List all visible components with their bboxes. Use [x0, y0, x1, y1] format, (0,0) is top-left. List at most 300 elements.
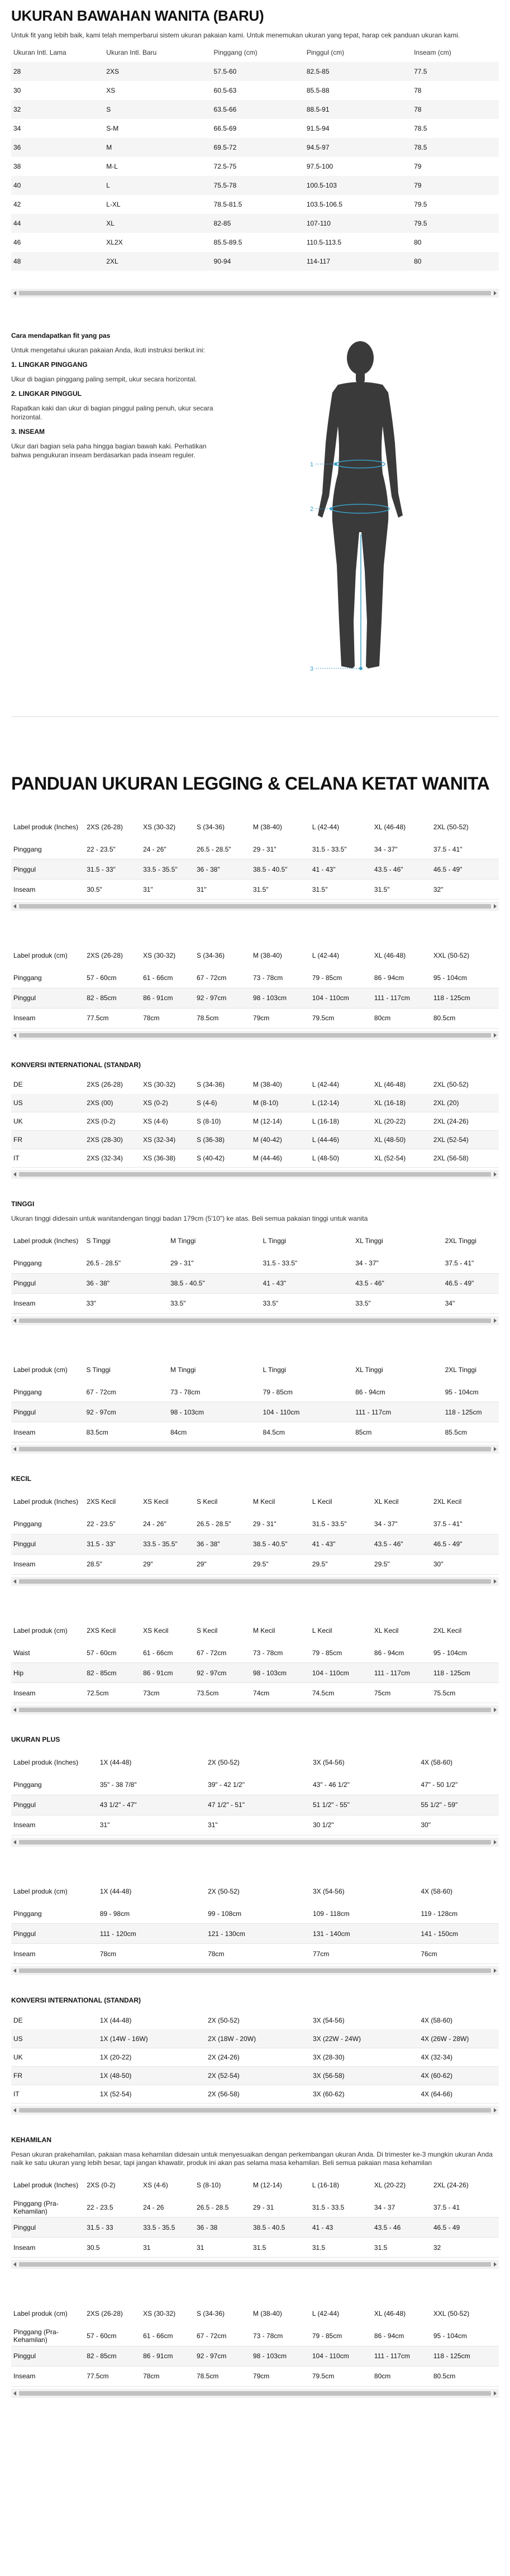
- table-cell: 46.5 - 49": [445, 1279, 474, 1288]
- table-cell: 111 - 120cm: [99, 1929, 136, 1938]
- table-cell: 2X (50-52): [208, 2016, 240, 2024]
- table-cell: 118 - 125cm: [433, 2352, 470, 2360]
- table-cell: FR: [13, 2071, 22, 2080]
- table-cell: Inseam: [13, 885, 36, 893]
- table-cell: 91.5-94: [306, 124, 330, 132]
- table-header-row: [11, 1229, 499, 1253]
- table-cell: Pinggul: [13, 2223, 36, 2231]
- table-cell: 31: [143, 2243, 151, 2252]
- table-cell: Pinggul: [13, 1408, 36, 1416]
- column-header: S (34-36): [196, 823, 225, 831]
- table-header-row: [11, 943, 499, 968]
- table-cell: 82 - 85cm: [87, 994, 117, 1002]
- size-table: [11, 943, 499, 1029]
- fit-title: Cara mendapatkan fit yang pas: [11, 331, 111, 340]
- table-cell: 32: [433, 2243, 441, 2252]
- scroll-right-icon[interactable]: [494, 1033, 497, 1038]
- table-header-row: [11, 1618, 499, 1643]
- table-cell: 34 - 37": [355, 1259, 379, 1268]
- column-header: L Tinggi: [263, 1365, 287, 1374]
- column-header: XL (20-22): [374, 2181, 406, 2189]
- table-scrollbar[interactable]: [11, 1170, 499, 1179]
- table-header-row: [11, 1879, 499, 1904]
- table-cell: 92 - 97cm: [86, 1408, 116, 1416]
- table-cell: 41 - 43: [312, 2223, 333, 2231]
- scroll-right-icon[interactable]: [494, 1840, 497, 1844]
- column-header: XL (46-48): [374, 2310, 406, 2318]
- scroll-left-icon[interactable]: [13, 904, 16, 909]
- table-cell: 37.5 - 41: [433, 2203, 460, 2211]
- table-scrollbar[interactable]: [11, 1445, 499, 1454]
- table-cell: 36 - 38: [196, 2223, 218, 2231]
- table-cell: 119 - 128cm: [421, 1909, 458, 1918]
- table-row: [11, 1514, 499, 1534]
- scroll-thumb[interactable]: [19, 1968, 491, 1973]
- table-cell: 73 - 78cm: [252, 1648, 283, 1657]
- table-cell: S (8-10): [196, 1117, 221, 1126]
- table-cell: 85.5cm: [445, 1428, 467, 1436]
- table-cell: 90-94: [213, 257, 231, 265]
- table-cell: 67 - 72cm: [196, 2332, 227, 2340]
- column-header: 2XS Kecil: [87, 1626, 116, 1635]
- table-cell: 2XL (56-58): [433, 1154, 469, 1163]
- column-header: L Kecil: [312, 1626, 332, 1635]
- column-header: 4X (58-60): [421, 1887, 453, 1895]
- table-row: [11, 2238, 499, 2258]
- table-cell: 79.5cm: [312, 2372, 335, 2381]
- scroll-left-icon[interactable]: [13, 1447, 16, 1451]
- table-cell: 33.5": [355, 1299, 371, 1308]
- table-cell: S-M: [106, 124, 119, 132]
- table-cell: 79: [414, 162, 422, 170]
- column-header: M (38-40): [252, 823, 282, 831]
- table-scrollbar[interactable]: [11, 1966, 499, 1975]
- table-cell: 30.5: [87, 2243, 100, 2252]
- scroll-thumb[interactable]: [19, 1579, 491, 1584]
- page-title: UKURAN BAWAHAN WANITA (BARU): [11, 7, 264, 24]
- column-header: 1X (44-48): [99, 1758, 132, 1767]
- scroll-left-icon[interactable]: [13, 1840, 16, 1844]
- scroll-left-icon[interactable]: [13, 2391, 16, 2396]
- table-row: [11, 1904, 499, 1924]
- table-cell: 84.5cm: [263, 1428, 285, 1436]
- table-cell: 46.5 - 49": [433, 865, 463, 873]
- table-cell: Waist: [13, 1648, 30, 1657]
- scroll-right-icon[interactable]: [494, 1172, 497, 1177]
- section-note: Pesan ukuran prakehamilan, pakaian masa kehamilan didesain untuk menyesuaikan dengan perkembangan ukuran Anda. Di trimester ke-3 mungkin ukuran Anda naik ke satu ukuran yang lebih besar, tapi jangan khawatir, produk ini akan pas selama masa kehamilan. Beli semua pakaian masa kehamilan: [11, 2150, 493, 2167]
- table-cell: 4X (60-62): [421, 2071, 453, 2080]
- table-cell: 76cm: [421, 1949, 437, 1958]
- table-cell: 61 - 66cm: [143, 1648, 173, 1657]
- scroll-left-icon[interactable]: [13, 291, 16, 295]
- scroll-right-icon[interactable]: [494, 1968, 497, 1973]
- table-scrollbar[interactable]: [11, 2389, 499, 2398]
- table-cell: 1X (20-22): [99, 2053, 132, 2061]
- table-row: [11, 968, 499, 988]
- table-cell: 86 - 91cm: [143, 1669, 173, 1677]
- marker-waist: 1: [309, 461, 314, 468]
- table-scrollbar[interactable]: [11, 1577, 499, 1586]
- table-cell: 46: [13, 238, 21, 246]
- table-cell: 111 - 117cm: [374, 2352, 410, 2360]
- table-cell: 69.5-72: [213, 143, 237, 151]
- scroll-thumb[interactable]: [19, 291, 491, 295]
- table-cell: 28: [13, 67, 21, 75]
- table-cell: 79 - 85cm: [312, 974, 342, 982]
- fit-guide: [11, 331, 499, 677]
- table-cell: 41 - 43": [312, 1540, 336, 1549]
- table-row: [11, 859, 499, 880]
- table-row: [11, 2346, 499, 2366]
- table-cell: US: [13, 1099, 23, 1107]
- scroll-thumb[interactable]: [19, 1708, 491, 1712]
- table-cell: Pinggang (Pra-Kehamilan): [13, 2199, 59, 2215]
- table-cell: 75.5-78: [213, 181, 237, 189]
- table-cell: 74.5cm: [312, 1689, 335, 1697]
- column-header: XS (30-32): [143, 823, 176, 831]
- table-cell: 118 - 125cm: [433, 1669, 470, 1677]
- table-cell: 43.5 - 46": [355, 1279, 384, 1288]
- column-header: Label produk (Inches): [13, 823, 79, 831]
- table-header-row: [11, 815, 499, 839]
- table-cell: 37.5 - 41": [433, 1520, 463, 1528]
- table-cell: 77.5: [414, 67, 427, 75]
- table-cell: 88.5-91: [306, 105, 330, 113]
- column-header: S (34-36): [196, 2310, 225, 2318]
- scroll-thumb[interactable]: [19, 2108, 491, 2113]
- table-cell: 42: [13, 200, 21, 208]
- table-row: [11, 1643, 499, 1663]
- table-cell: 104 - 110cm: [312, 1669, 349, 1677]
- table-cell: 32": [433, 885, 444, 893]
- table-cell: 75cm: [374, 1689, 391, 1697]
- table-cell: Pinggul: [13, 2352, 36, 2360]
- table-row: [11, 214, 499, 233]
- scroll-right-icon[interactable]: [494, 291, 497, 295]
- table-cell: Pinggul: [13, 865, 36, 873]
- table-cell: 2XS (28-30): [87, 1136, 123, 1144]
- table-cell: 121 - 130cm: [208, 1929, 245, 1938]
- table-row: [11, 1924, 499, 1944]
- table-cell: 86 - 94cm: [355, 1388, 385, 1396]
- table-row: [11, 988, 499, 1008]
- scroll-thumb[interactable]: [19, 1318, 491, 1323]
- column-header: L (42-44): [312, 823, 340, 831]
- column-header: L Tinggi: [263, 1237, 287, 1245]
- scroll-right-icon[interactable]: [494, 2108, 497, 2113]
- table-cell: 80cm: [374, 2372, 391, 2381]
- column-header: M Kecil: [252, 1498, 275, 1506]
- table-cell: 26.5 - 28.5": [196, 845, 231, 853]
- table-cell: 60.5-63: [213, 86, 237, 94]
- table-row: [11, 2217, 499, 2238]
- table-cell: XL (46-48): [374, 1081, 406, 1089]
- scroll-thumb[interactable]: [19, 2391, 491, 2396]
- table-cell: 92 - 97cm: [196, 994, 227, 1002]
- scroll-right-icon[interactable]: [494, 1318, 497, 1323]
- table-cell: 31": [208, 1821, 218, 1829]
- table-cell: 2XL (50-52): [433, 1081, 469, 1089]
- table-cell: 26.5 - 28.5": [86, 1259, 121, 1268]
- table-row: [11, 1382, 499, 1402]
- column-header: 2X (50-52): [208, 1887, 240, 1895]
- table-cell: 67 - 72cm: [86, 1388, 116, 1396]
- table-cell: 34: [13, 124, 21, 132]
- column-header: 3X (54-56): [312, 1758, 345, 1767]
- table-cell: XS (0-2): [143, 1099, 168, 1107]
- table-cell: 82-85: [213, 219, 231, 227]
- table-cell: 29 - 31": [252, 845, 277, 853]
- column-header: Label produk (cm): [13, 1626, 68, 1635]
- table-cell: 31.5 - 33": [87, 865, 116, 873]
- table-cell: 104 - 110cm: [312, 2352, 349, 2360]
- column-header: 2X (50-52): [208, 1758, 240, 1767]
- table-row: [11, 1293, 499, 1313]
- table-cell: 85cm: [355, 1428, 372, 1436]
- table-row: [11, 119, 499, 138]
- table-cell: 34 - 37: [374, 2203, 395, 2211]
- table-row: [11, 2085, 499, 2103]
- table-cell: 77.5cm: [87, 1014, 109, 1022]
- table-cell: 2X (52-54): [208, 2071, 240, 2080]
- table-cell: 29": [143, 1560, 153, 1569]
- table-cell: 30.5": [87, 885, 102, 893]
- column-header: XL (46-48): [374, 952, 406, 960]
- table-row: [11, 1131, 499, 1149]
- column-header: Label produk (Inches): [13, 1498, 79, 1506]
- size-table: [11, 1489, 499, 1575]
- scroll-left-icon[interactable]: [13, 1968, 16, 1973]
- table-scrollbar[interactable]: [11, 902, 499, 911]
- table-cell: 79 - 85cm: [263, 1388, 293, 1396]
- table-cell: Pinggang: [13, 1520, 42, 1528]
- column-header: 2XS (0-2): [87, 2181, 116, 2189]
- table-cell: 98 - 103cm: [252, 994, 287, 1002]
- table-cell: 4X (32-34): [421, 2053, 453, 2061]
- table-cell: 109 - 118cm: [312, 1909, 350, 1918]
- table-cell: Pinggang: [13, 1781, 42, 1789]
- table-cell: 80cm: [374, 1014, 391, 1022]
- table-cell: 43.5 - 46": [374, 865, 403, 873]
- table-cell: 82 - 85cm: [87, 2352, 117, 2360]
- column-header: 3X (54-56): [312, 1887, 345, 1895]
- table-cell: 98 - 103cm: [252, 2352, 287, 2360]
- table-cell: 75.5cm: [433, 1689, 456, 1697]
- table-cell: 34 - 37": [374, 1520, 398, 1528]
- table-row: [11, 62, 499, 81]
- inseam-text: Ukur dari bagian sela paha hingga bagian bawah kaki. Perhatikan bahwa pengukuran inseam berdasarkan pada inseam reguler.: [11, 442, 207, 459]
- table-cell: 84cm: [170, 1428, 187, 1436]
- column-header: 1X (44-48): [99, 1887, 132, 1895]
- table-cell: 34 - 37": [374, 845, 398, 853]
- table-cell: 34": [445, 1299, 455, 1308]
- table-cell: Pinggang (Pra-Kehamilan): [13, 2328, 59, 2344]
- scroll-right-icon[interactable]: [494, 2262, 497, 2267]
- table-cell: 3X (28-30): [312, 2053, 345, 2061]
- table-cell: 118 - 125cm: [433, 994, 470, 1002]
- table-scrollbar[interactable]: [11, 2260, 499, 2269]
- column-header: 2XS Kecil: [87, 1498, 116, 1506]
- table-cell: 79.5cm: [312, 1014, 335, 1022]
- table-cell: Pinggul: [13, 994, 36, 1002]
- size-table: [11, 1879, 499, 1965]
- column-header: S Tinggi: [86, 1365, 111, 1374]
- table-cell: 2X (56-58): [208, 2090, 240, 2098]
- table-cell: S: [106, 105, 111, 113]
- table-cell: 3X (60-62): [312, 2090, 345, 2098]
- table-row: [11, 233, 499, 252]
- size-table: [11, 1229, 499, 1314]
- table-cell: 86 - 94cm: [374, 974, 404, 982]
- table-scrollbar[interactable]: [11, 1705, 499, 1714]
- scroll-right-icon[interactable]: [494, 1708, 497, 1712]
- table-cell: 98 - 103cm: [252, 1669, 287, 1677]
- table-cell: 46.5 - 49": [433, 1540, 463, 1549]
- table-cell: 47 1/2" - 51": [208, 1801, 245, 1809]
- table-cell: 48: [13, 257, 21, 265]
- scroll-thumb[interactable]: [19, 1033, 491, 1038]
- scroll-thumb[interactable]: [19, 904, 491, 909]
- scroll-thumb[interactable]: [19, 1172, 491, 1177]
- table-cell: 61 - 66cm: [143, 974, 173, 982]
- column-header: Label produk (Inches): [13, 1237, 79, 1245]
- column-header: 2XL (50-52): [433, 823, 469, 831]
- table-cell: L-XL: [106, 200, 121, 208]
- table-cell: L: [106, 181, 110, 189]
- body-measurement-figure: [222, 331, 499, 677]
- table-cell: 72.5cm: [87, 1689, 109, 1697]
- table-cell: 29.5": [252, 1560, 269, 1569]
- intro-text: Untuk fit yang lebih baik, kami telah memperbarui sistem ukuran pakaian kami. Untuk menemukan ukuran yang tepat, harap cek panduan ukuran kami.: [11, 31, 460, 39]
- table-row: [11, 138, 499, 157]
- table-cell: 78.5cm: [196, 1014, 219, 1022]
- table-cell: Inseam: [13, 1949, 36, 1958]
- table-cell: S (36-38): [196, 1136, 225, 1144]
- scroll-thumb[interactable]: [19, 1447, 491, 1451]
- table-cell: 83.5cm: [86, 1428, 108, 1436]
- table-cell: 73cm: [143, 1689, 160, 1697]
- table-row: [11, 1076, 499, 1094]
- column-header: S (8-10): [196, 2181, 221, 2189]
- scroll-right-icon[interactable]: [494, 2391, 497, 2396]
- table-cell: XS: [106, 86, 116, 94]
- table-scrollbar[interactable]: [11, 2106, 499, 2115]
- column-header: M (38-40): [252, 2310, 282, 2318]
- table-cell: 40: [13, 181, 21, 189]
- table-cell: 43.5 - 46": [374, 1540, 403, 1549]
- table-cell: 79cm: [252, 1014, 270, 1022]
- column-header: XS (30-32): [143, 952, 176, 960]
- conversion-table: [11, 1076, 499, 1168]
- table-cell: XL (52-54): [374, 1154, 406, 1163]
- table-cell: 2XS (32-34): [87, 1154, 123, 1163]
- table-cell: M (40-42): [252, 1136, 282, 1144]
- table-cell: 29.5": [374, 1560, 390, 1569]
- table-cell: 80: [414, 257, 422, 265]
- table-cell: 4X (26W - 28W): [421, 2034, 469, 2043]
- table-cell: 41 - 43": [263, 1279, 287, 1288]
- table-cell: 29.5": [312, 1560, 328, 1569]
- table-cell: 31": [196, 885, 207, 893]
- table-cell: 47" - 50 1/2": [421, 1781, 458, 1789]
- table-cell: 46.5 - 49: [433, 2223, 460, 2231]
- table-cell: 107-110: [306, 219, 331, 227]
- table-row: [11, 1273, 499, 1293]
- inseam-heading: 3. INSEAM: [11, 427, 45, 436]
- size-table: [11, 2301, 499, 2387]
- table-cell: 79.5: [414, 200, 427, 208]
- scroll-left-icon[interactable]: [13, 2262, 16, 2267]
- table-row: [11, 1534, 499, 1554]
- table-scrollbar[interactable]: [11, 1316, 499, 1325]
- legging-guide-title: PANDUAN UKURAN LEGGING & CELANA KETAT WANITA: [11, 773, 490, 794]
- scroll-left-icon[interactable]: [13, 1318, 16, 1323]
- scroll-right-icon[interactable]: [494, 1447, 497, 1451]
- table-cell: Pinggang: [13, 1909, 42, 1918]
- table-cell: L (44-46): [312, 1136, 340, 1144]
- table-cell: 118 - 125cm: [445, 1408, 482, 1416]
- table-cell: 78.5-81.5: [213, 200, 242, 208]
- table-row: [11, 2197, 499, 2217]
- table-cell: 51 1/2" - 55": [312, 1801, 350, 1809]
- table-cell: 57.5-60: [213, 67, 237, 75]
- table-cell: Pinggang: [13, 1388, 42, 1396]
- scroll-thumb[interactable]: [19, 1840, 491, 1844]
- table-cell: 79.5: [414, 219, 427, 227]
- table-cell: 78cm: [99, 1949, 117, 1958]
- table-scrollbar[interactable]: [11, 289, 499, 298]
- scroll-left-icon[interactable]: [13, 1172, 16, 1177]
- table-row: [11, 1775, 499, 1795]
- table-cell: Inseam: [13, 1299, 36, 1308]
- table-cell: 31.5 - 33.5: [312, 2203, 345, 2211]
- table-cell: 31.5 - 33": [87, 1540, 116, 1549]
- scroll-left-icon[interactable]: [13, 1708, 16, 1712]
- table-cell: 67 - 72cm: [196, 1648, 227, 1657]
- table-cell: 86 - 94cm: [374, 2332, 404, 2340]
- scroll-left-icon[interactable]: [13, 1579, 16, 1584]
- table-cell: 77cm: [312, 1949, 330, 1958]
- table-scrollbar[interactable]: [11, 1838, 499, 1847]
- scroll-right-icon[interactable]: [494, 904, 497, 909]
- scroll-right-icon[interactable]: [494, 1579, 497, 1584]
- section-title: KEHAMILAN: [11, 2135, 51, 2144]
- table-cell: 37.5 - 41": [433, 845, 463, 853]
- scroll-left-icon[interactable]: [13, 2108, 16, 2113]
- table-row: [11, 100, 499, 119]
- column-header: Ukuran Intl. Baru: [106, 48, 157, 56]
- table-cell: XL (16-18): [374, 1099, 406, 1107]
- table-cell: 73 - 78cm: [170, 1388, 201, 1396]
- table-cell: 3X (56-58): [312, 2071, 345, 2080]
- scroll-left-icon[interactable]: [13, 1033, 16, 1038]
- table-cell: 57 - 60cm: [87, 974, 117, 982]
- column-header: L (42-44): [312, 2310, 340, 2318]
- table-cell: L (16-18): [312, 1117, 340, 1126]
- scroll-thumb[interactable]: [19, 2262, 491, 2267]
- table-cell: 73 - 78cm: [252, 2332, 283, 2340]
- bottoms-size-table: [11, 43, 499, 271]
- column-header: XS (30-32): [143, 2310, 176, 2318]
- table-scrollbar[interactable]: [11, 1031, 499, 1040]
- table-cell: 86 - 91cm: [143, 994, 173, 1002]
- table-cell: 32: [13, 105, 21, 113]
- table-row: [11, 1944, 499, 1964]
- fit-intro: Untuk mengetahui ukuran pakaian Anda, ikuti instruksi berikut ini:: [11, 346, 205, 354]
- table-cell: Inseam: [13, 1821, 36, 1829]
- table-cell: 67 - 72cm: [196, 974, 227, 982]
- table-row: [11, 1683, 499, 1703]
